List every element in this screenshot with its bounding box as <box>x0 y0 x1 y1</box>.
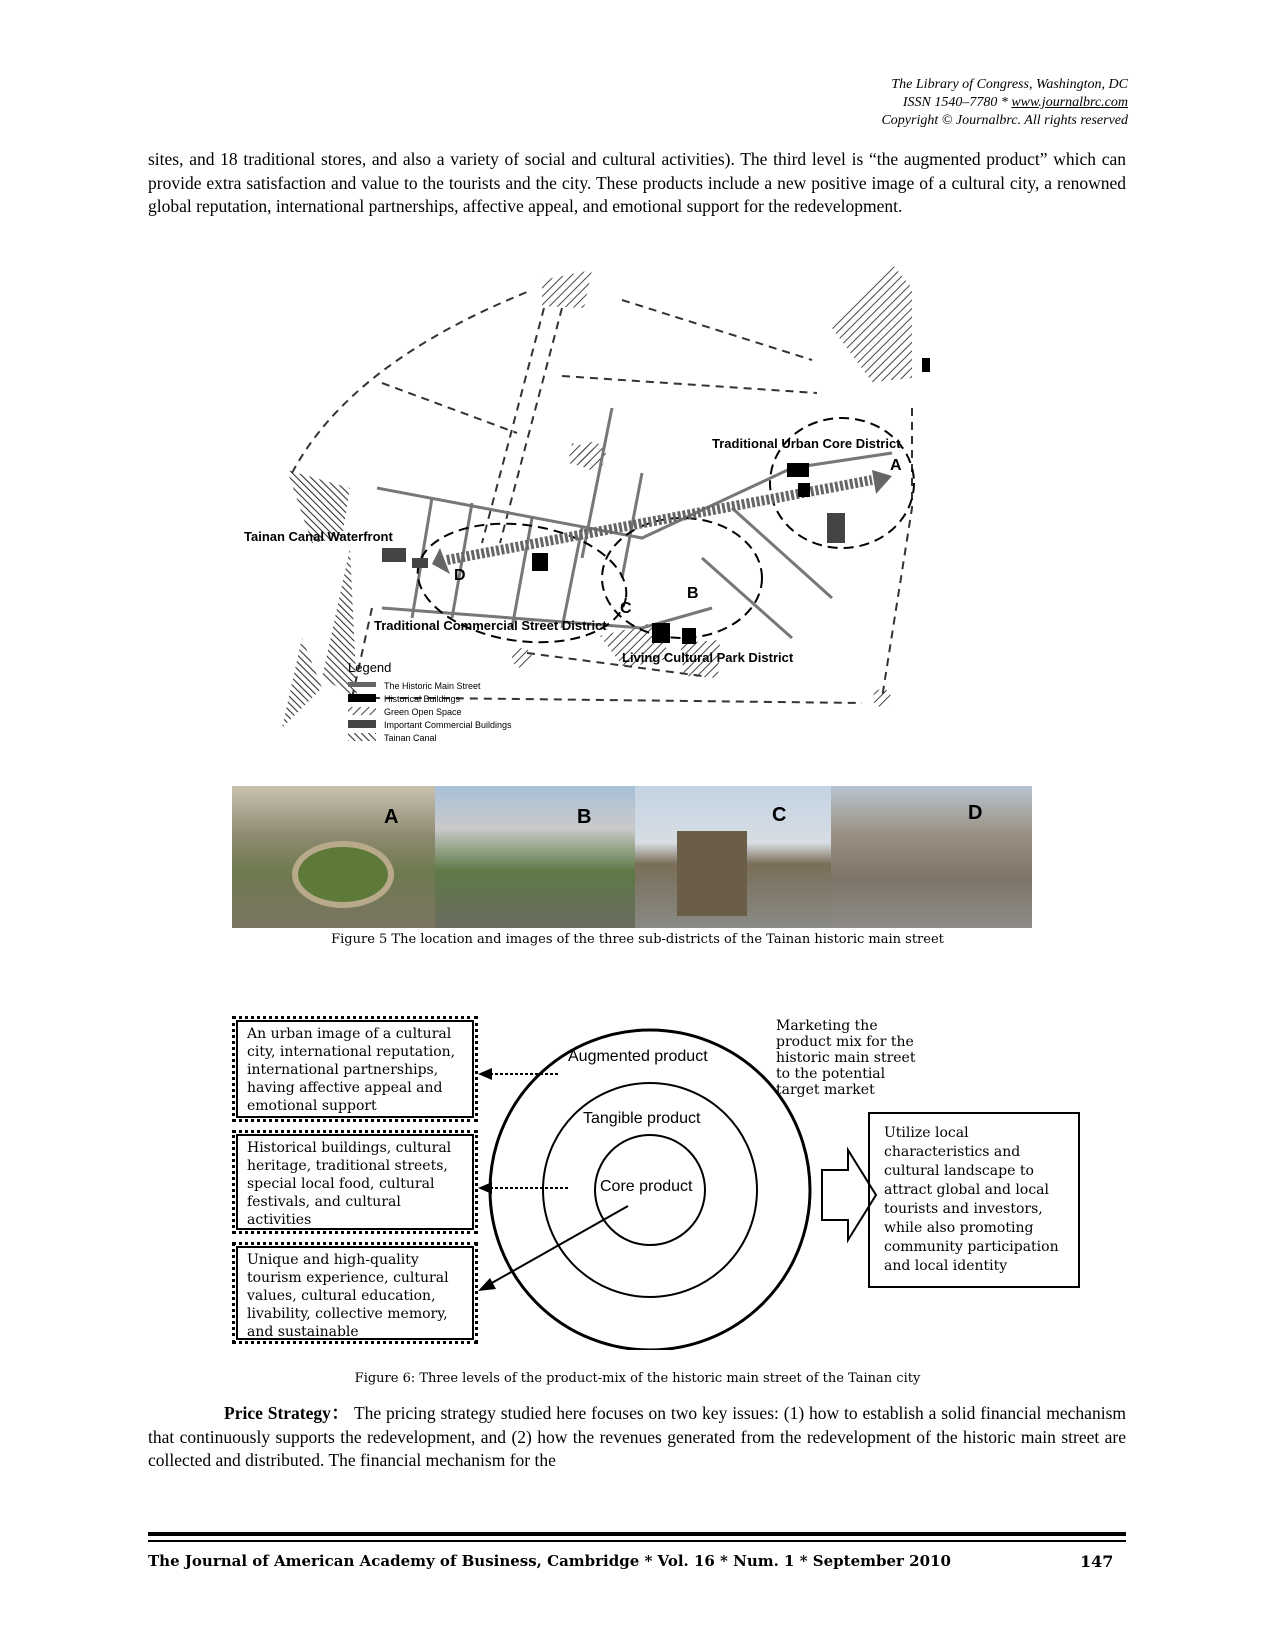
network-paths <box>292 290 912 703</box>
legend-swatch-historical <box>348 694 376 702</box>
footer-journal: The Journal of American Academy of Business, Cambridge * Vol. 16 * Num. 1 * September 2010 <box>148 1552 951 1570</box>
map-point-c: C <box>620 600 632 617</box>
label-commercial: Traditional Commercial Street District <box>374 618 607 633</box>
marketing-note: Marketing the product mix for the historic main street to the potential target market <box>776 1018 916 1098</box>
label-core: Core product <box>600 1178 693 1195</box>
photo-b <box>435 786 635 928</box>
running-header <box>881 76 1128 130</box>
tainan-canal <box>282 470 357 728</box>
intro-paragraph: sites, and 18 traditional stores, and also a variety of social and cultural activities). The third level is “the augmented product” which can provide extra satisfaction and value to the tourists and the city. These products include a new positive image of a cultural city, a renowned global reputation, international partnerships, affective appeal, and emotional support for the redevelopment. <box>148 149 1126 216</box>
historic-main-street <box>432 470 892 574</box>
label-urban-core: Traditional Urban Core District <box>712 436 901 451</box>
photo-d <box>831 786 1032 928</box>
core-box: Unique and high-quality tourism experience, cultural values, cultural education, livability, collective memory, and sustainable <box>232 1242 478 1344</box>
figure-5-caption: Figure 5 The location and images of the three sub-districts of the Tainan historic main street <box>331 932 944 947</box>
legend-swatch-canal <box>348 733 376 741</box>
product-mix-diagram <box>228 1010 1098 1350</box>
label-canal: Tainan Canal Waterfront <box>244 529 393 544</box>
label-augmented: Augmented product <box>568 1048 708 1065</box>
header-line-2 <box>881 94 1128 112</box>
map-point-a: A <box>890 457 902 474</box>
legend-item-2: Green Open Space <box>384 707 462 717</box>
legend-item-0: The Historic Main Street <box>384 681 481 691</box>
photo-label-a: A <box>384 806 399 828</box>
historical-buildings <box>382 358 930 644</box>
strategy-box: Utilize local characteristics and cultural landscape to attract global and local tourists and investors, while also promoting community participation and local identity <box>868 1112 1080 1288</box>
legend-swatch-green <box>348 707 376 715</box>
tangible-box: Historical buildings, cultural heritage, traditional streets, special local food, cultural festivals, and cultural activities <box>232 1130 478 1234</box>
photo-label-d: D <box>968 802 983 824</box>
price-strategy-paragraph <box>148 1402 1126 1473</box>
legend-item-1: Historical Buildings <box>384 694 461 704</box>
photo-label-c: C <box>772 804 787 826</box>
figure-6-caption: Figure 6: Three levels of the product-mix of the historic main street of the Tainan city <box>354 1371 921 1386</box>
map-point-b: B <box>687 585 699 602</box>
roundabout-shape <box>292 841 394 908</box>
augmented-box: An urban image of a cultural city, international reputation, international partnerships, having affective appeal and emotional support <box>232 1016 478 1122</box>
photo-label-b: B <box>577 806 592 828</box>
building-shape <box>677 831 747 916</box>
price-strategy-heading: Price Strategy： <box>224 1403 350 1423</box>
legend-swatch-main-street <box>348 682 376 687</box>
footer-rule-thick <box>148 1532 1126 1536</box>
map-point-d: D <box>454 567 466 584</box>
page-number: 147 <box>1080 1552 1114 1571</box>
district-map <box>232 258 1012 780</box>
arrow-core <box>490 1206 628 1284</box>
legend-item-4: Tainan Canal <box>384 733 437 743</box>
issn-text: ISSN 1540–7780 * <box>902 95 1012 110</box>
legend-item-3: Important Commercial Buildings <box>384 720 512 730</box>
legend-swatch-commercial <box>348 720 376 728</box>
label-tangible: Tangible product <box>583 1110 701 1127</box>
header-line-1: The Library of Congress, Washington, DC <box>891 77 1128 92</box>
legend-title: Legend <box>348 660 392 675</box>
journal-link[interactable]: www.journalbrc.com <box>1011 95 1128 110</box>
header-line-3: Copyright © Journalbrc. All rights reserved <box>881 113 1128 128</box>
photo-c <box>635 786 831 928</box>
photo-a <box>232 786 435 928</box>
footer-rule-thin <box>148 1540 1126 1542</box>
label-living: Living Cultural Park District <box>622 650 794 665</box>
map-legend <box>348 660 512 743</box>
price-strategy-text: The pricing strategy studied here focuses on two key issues: (1) how to establish a solid financial mechanism that continuously supports the redevelopment, and (2) how the revenues generated from the redevelopment of the historic main street are collected and distributed. The financial mechanism for the <box>148 1403 1126 1470</box>
